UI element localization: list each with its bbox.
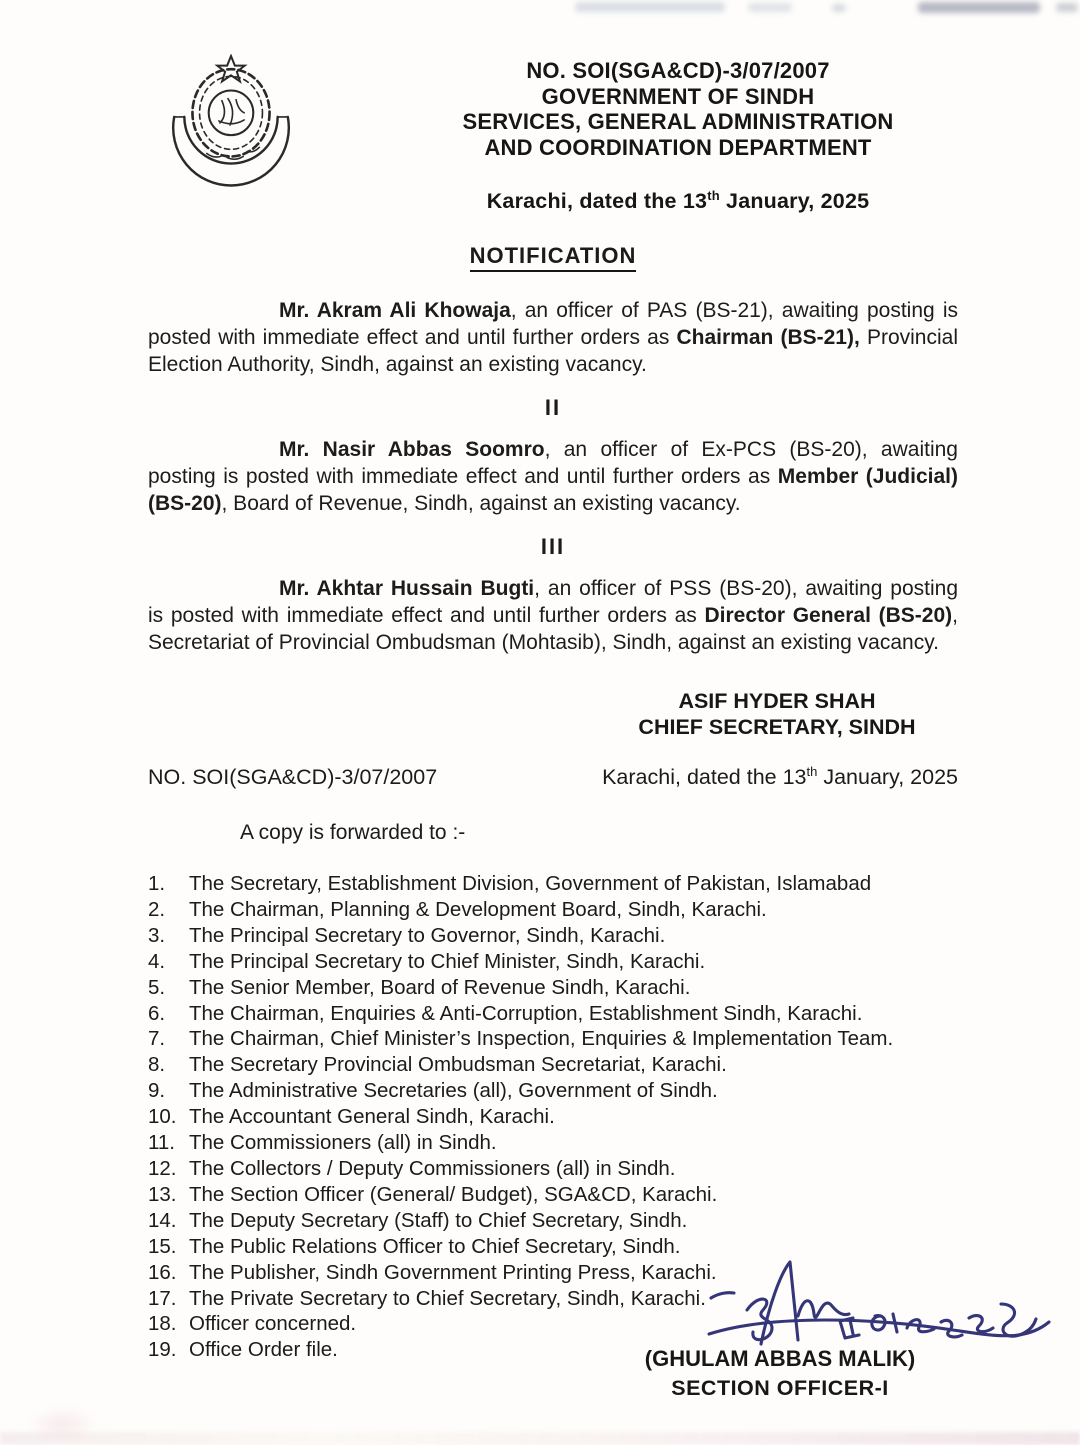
distribution-number: 13. xyxy=(148,1182,177,1206)
department-line: SERVICES, GENERAL ADMINISTRATION xyxy=(462,109,894,134)
distribution-text: The Accountant General Sindh, Karachi. xyxy=(189,1105,555,1129)
distribution-number: 2. xyxy=(148,897,166,921)
distribution-number: 18. xyxy=(148,1312,177,1336)
order-paragraph: Mr. Akram Ali Khowaja, an officer of PAS (BS-21), awaiting posting is posted with immediate effect and until further orders as Chairman (BS-21), Provincial Election Authority, Sindh, against an existing vacancy. xyxy=(148,299,958,376)
posting-orders xyxy=(148,297,958,656)
distribution-text: The Publisher, Sindh Government Printing Press, Karachi. xyxy=(189,1260,717,1284)
distribution-item xyxy=(148,1156,958,1182)
document-header xyxy=(438,58,918,215)
distribution-text: The Chairman, Planning & Development Board, Sindh, Karachi. xyxy=(189,897,767,921)
signatory-title: CHIEF SECRETARY, SINDH xyxy=(638,715,916,739)
distribution-text: The Secretary Provincial Ombudsman Secretariat, Karachi. xyxy=(189,1053,727,1077)
distribution-item xyxy=(148,1104,958,1130)
distribution-number: 5. xyxy=(148,975,166,999)
distribution-text: The Deputy Secretary (Staff) to Chief Secretary, Sindh. xyxy=(189,1208,688,1232)
distribution-number: 16. xyxy=(148,1260,177,1284)
handwritten-signature xyxy=(703,1256,1055,1394)
distribution-item xyxy=(148,897,958,923)
distribution-text: The Commissioners (all) in Sindh. xyxy=(189,1131,497,1155)
date-line: Karachi, dated the 13th January, 2025 xyxy=(486,187,870,213)
distribution-text: Officer concerned. xyxy=(189,1312,357,1336)
distribution-number: 10. xyxy=(148,1105,177,1129)
reference-number: NO. SOI(SGA&CD)-3/07/2007 xyxy=(526,58,830,83)
distribution-item xyxy=(148,1234,958,1260)
scan-artifact xyxy=(0,1432,1080,1445)
scan-artifact xyxy=(832,4,846,12)
section-officer-name: (GHULAM ABBAS MALIK) xyxy=(644,1346,916,1371)
distribution-text: The Public Relations Officer to Chief Secretary, Sindh. xyxy=(189,1234,681,1258)
distribution-number: 4. xyxy=(148,949,166,973)
order-numeral: II xyxy=(544,395,562,420)
distribution-number: 15. xyxy=(148,1234,177,1258)
distribution-item xyxy=(148,1052,958,1078)
department-line: AND COORDINATION DEPARTMENT xyxy=(484,134,872,160)
distribution-number: 7. xyxy=(148,1027,166,1051)
order-paragraph: Mr. Nasir Abbas Soomro, an officer of Ex-PCS (BS-20), awaiting posting is posted with immediate effect and until further orders as Member (Judicial) (BS-20), Board of Revenue, Sindh, against an existing vacancy. xyxy=(148,438,958,515)
distribution-number: 12. xyxy=(148,1156,177,1180)
distribution-item xyxy=(148,949,958,975)
distribution-number: 9. xyxy=(148,1079,166,1103)
section-officer-title: SECTION OFFICER-I xyxy=(671,1376,889,1400)
distribution-number: 1. xyxy=(148,872,166,895)
distribution-item xyxy=(148,1208,958,1234)
distribution-text: The Private Secretary to Chief Secretary, Sindh, Karachi. xyxy=(189,1286,706,1310)
distribution-number: 6. xyxy=(148,1001,166,1025)
distribution-number: 17. xyxy=(148,1286,177,1310)
distribution-number: 19. xyxy=(148,1338,177,1362)
document-body xyxy=(148,243,958,1363)
notification-title: NOTIFICATION xyxy=(148,243,958,272)
distribution-text: The Senior Member, Board of Revenue Sindh, Karachi. xyxy=(189,975,691,999)
distribution-text: The Principal Secretary to Chief Minister, Sindh, Karachi. xyxy=(189,949,706,973)
distribution-item xyxy=(148,1130,958,1156)
scan-artifact xyxy=(28,1407,98,1441)
distribution-text: The Collectors / Deputy Commissioners (all) in Sindh. xyxy=(189,1156,676,1180)
distribution-item xyxy=(148,1078,958,1104)
copy-forwarded-label: A copy is forwarded to :- xyxy=(240,821,466,844)
distribution-item xyxy=(148,1001,958,1027)
scan-artifact xyxy=(748,3,792,12)
footer-reference-number: NO. SOI(SGA&CD)-3/07/2007 xyxy=(148,765,438,789)
scan-artifact xyxy=(918,2,1040,13)
distribution-text: Office Order file. xyxy=(189,1338,338,1362)
distribution-number: 3. xyxy=(148,923,166,947)
order-numeral: III xyxy=(540,534,566,559)
distribution-text: The Section Officer (General/ Budget), SGA&CD, Karachi. xyxy=(189,1182,718,1206)
scan-artifact xyxy=(575,2,725,12)
distribution-number: 11. xyxy=(148,1131,175,1155)
sindh-government-emblem xyxy=(160,54,302,196)
distribution-text: The Chairman, Enquiries & Anti-Corruption, Establishment Sindh, Karachi. xyxy=(189,1001,863,1025)
distribution-item xyxy=(148,923,958,949)
footer-date-line: Karachi, dated the 13th January, 2025 xyxy=(602,763,958,789)
footer-reference-line xyxy=(148,765,958,790)
distribution-text: The Principal Secretary to Governor, Sindh, Karachi. xyxy=(189,923,666,947)
distribution-number: 8. xyxy=(148,1053,166,1077)
distribution-item xyxy=(148,871,958,897)
distribution-text: The Administrative Secretaries (all), Government of Sindh. xyxy=(189,1079,718,1103)
signoff-block xyxy=(555,1262,1005,1401)
order-paragraph: Mr. Akhtar Hussain Bugti, an officer of PSS (BS-20), awaiting posting is posted with immediate effect and until further orders as Director General (BS-20), Secretariat of Provincial Ombudsman (Mohtasib), Sindh, against an existing vacancy. xyxy=(148,577,958,654)
distribution-text: The Chairman, Chief Minister’s Inspection, Enquiries & Implementation Team. xyxy=(189,1027,894,1051)
distribution-number: 14. xyxy=(148,1208,177,1232)
scan-artifact xyxy=(1056,3,1078,12)
distribution-item xyxy=(148,1026,958,1052)
distribution-item xyxy=(148,975,958,1001)
signatory-block xyxy=(612,688,942,740)
distribution-text: The Secretary, Establishment Division, Government of Pakistan, Islamabad xyxy=(189,872,872,895)
signatory-name: ASIF HYDER SHAH xyxy=(678,689,876,713)
distribution-item xyxy=(148,1182,958,1208)
department-line: GOVERNMENT OF SINDH xyxy=(541,83,815,109)
